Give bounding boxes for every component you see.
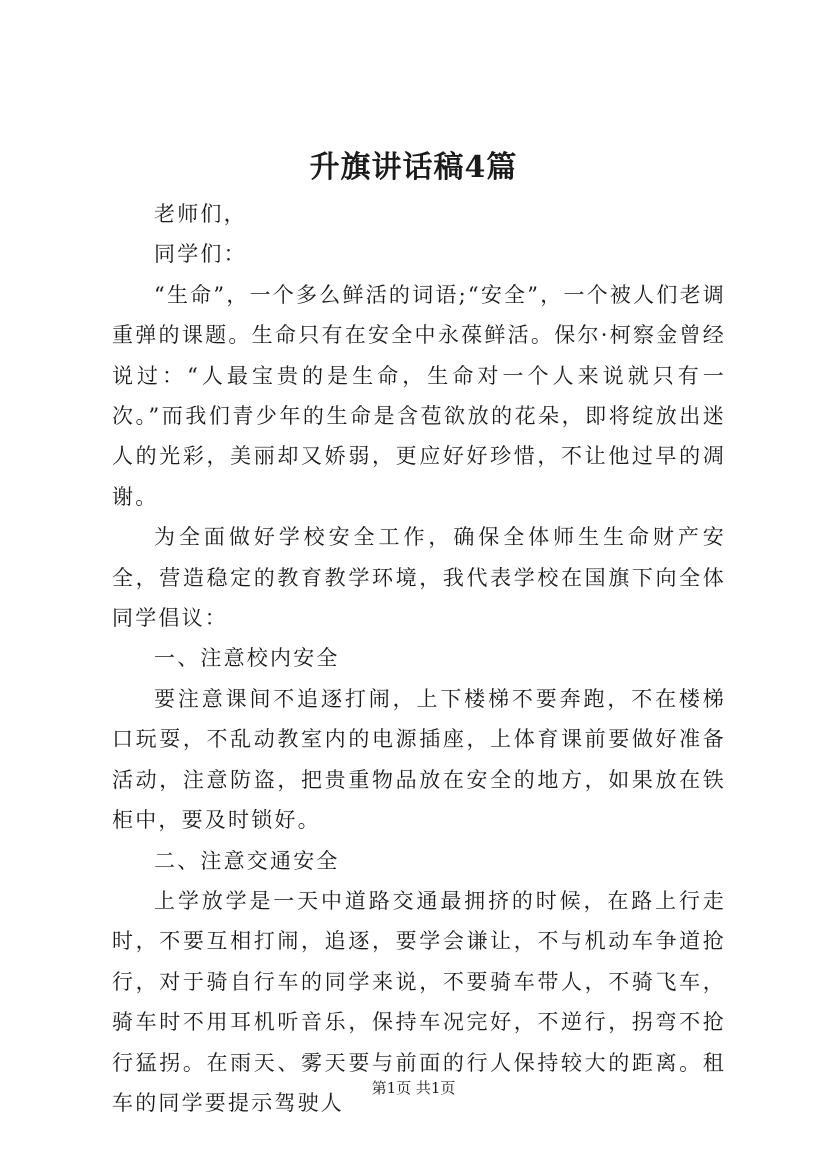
paragraph-campus-safety: 要注意课间不追逐打闹，上下楼梯不要奔跑，不在楼梯口玩耍，不乱动教室内的电源插座，上体育课前要做好准备活动，注意防盗，把贵重物品放在安全的地方，如果放在铁柜中，要及时锁好。 — [112, 686, 726, 833]
greeting-students: 同学们： — [154, 242, 247, 267]
paragraph-initiative: 为全面做好学校安全工作，确保全体师生生命财产安全，营造稳定的教育教学环境，我代表学校在国旗下向全体同学倡议： — [112, 525, 726, 631]
document-body — [112, 194, 726, 1123]
paragraph-life-safety: “生命”，一个多么鲜活的词语;“安全”，一个被人们老调重弹的课题。生命只有在安全中永葆鲜活。保尔·柯察金曾经说过：“人最宝贵的是生命，生命对一个人来说就只有一次。”而我们青少年的生命是含苞欲放的花朵，即将绽放出迷人的光彩，美丽却又娇弱，更应好好珍惜，不让他过早的凋谢。 — [112, 282, 726, 509]
heading-traffic-safety: 二、注意交通安全 — [154, 848, 340, 873]
greeting-teachers: 老师们， — [154, 202, 247, 226]
paragraph-traffic-safety: 上学放学是一天中道路交通最拥挤的时候，在路上行走时，不要互相打闹，追逐，要学会谦让，不与机动车争道抢行，对于骑自行车的同学来说，不要骑车带人，不骑飞车，骑车时不用耳机听音乐，保持车况完好，不逆行，拐弯不抢行猛拐。在雨天、雾天要与前面的行人保持较大的距离。租车的同学要提示驾驶人 — [112, 888, 726, 1115]
heading-campus-safety: 一、注意校内安全 — [154, 646, 340, 671]
document-title: 升旗讲话稿4篇 — [309, 150, 518, 185]
page-number-footer: 第1页 共1页 — [371, 1079, 456, 1097]
